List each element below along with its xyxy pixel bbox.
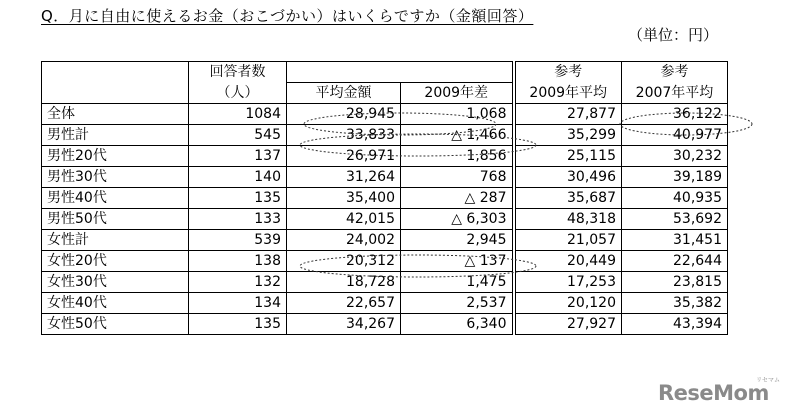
table-row — [42, 230, 728, 251]
respondents-cell: 137 — [189, 146, 287, 167]
row-label: 男性50代 — [42, 209, 189, 230]
avg-2009-cell: 20,449 — [514, 251, 622, 272]
header-blank-2 — [42, 83, 189, 104]
diff-cell: △ 6,303 — [401, 209, 514, 230]
avg-cell: 35,400 — [287, 188, 401, 209]
avg-cell: 33,833 — [287, 125, 401, 146]
avg-2007-cell: 43,394 — [622, 314, 728, 335]
avg-2009-cell: 27,927 — [514, 314, 622, 335]
avg-2009-cell: 35,299 — [514, 125, 622, 146]
question-title: Q．月に自由に使えるお金（おこづかい）はいくらですか（金額回答） — [41, 7, 534, 25]
header-row-1 — [42, 62, 728, 83]
avg-2009-cell: 25,115 — [514, 146, 622, 167]
row-label: 女性50代 — [42, 314, 189, 335]
header-ref2-top: 参考 — [622, 62, 728, 83]
respondents-cell: 134 — [189, 293, 287, 314]
avg-2009-cell: 27,877 — [514, 104, 622, 125]
header-blank — [42, 62, 189, 83]
respondents-cell: 133 — [189, 209, 287, 230]
avg-2009-cell: 21,057 — [514, 230, 622, 251]
respondents-cell: 135 — [189, 314, 287, 335]
avg-2007-cell: 23,815 — [622, 272, 728, 293]
avg-2007-cell: 40,977 — [622, 125, 728, 146]
table-row — [42, 104, 728, 125]
row-label: 女性30代 — [42, 272, 189, 293]
header-avg: 平均金額 — [287, 83, 401, 104]
avg-2009-cell: 30,496 — [514, 167, 622, 188]
diff-cell: 2,945 — [401, 230, 514, 251]
avg-2007-cell: 35,382 — [622, 293, 728, 314]
diff-cell: △ 1,466 — [401, 125, 514, 146]
header-blank-diff — [401, 62, 514, 83]
allowance-table — [41, 61, 728, 335]
diff-cell: 2,537 — [401, 293, 514, 314]
avg-2007-cell: 40,935 — [622, 188, 728, 209]
row-label: 女性20代 — [42, 251, 189, 272]
row-label: 男性計 — [42, 125, 189, 146]
header-respondents-line2: （人） — [189, 83, 287, 104]
respondents-cell: 138 — [189, 251, 287, 272]
avg-2007-cell: 22,644 — [622, 251, 728, 272]
diff-cell: 1,475 — [401, 272, 514, 293]
row-label: 男性40代 — [42, 188, 189, 209]
avg-cell: 20,312 — [287, 251, 401, 272]
row-label: 全体 — [42, 104, 189, 125]
avg-2007-cell: 31,451 — [622, 230, 728, 251]
avg-2007-cell: 39,189 — [622, 167, 728, 188]
table-row — [42, 167, 728, 188]
header-ref2: 2007年平均 — [622, 83, 728, 104]
respondents-cell: 140 — [189, 167, 287, 188]
respondents-cell: 545 — [189, 125, 287, 146]
respondents-cell: 132 — [189, 272, 287, 293]
avg-cell: 31,264 — [287, 167, 401, 188]
table-row — [42, 125, 728, 146]
unit-label: （単位：円） — [628, 26, 719, 44]
avg-cell: 26,971 — [287, 146, 401, 167]
avg-2007-cell: 36,122 — [622, 104, 728, 125]
diff-cell: 6,340 — [401, 314, 514, 335]
avg-cell: 18,728 — [287, 272, 401, 293]
header-ref1-top: 参考 — [514, 62, 622, 83]
avg-2009-cell: 17,253 — [514, 272, 622, 293]
table-row — [42, 188, 728, 209]
row-label: 女性40代 — [42, 293, 189, 314]
header-row-2 — [42, 83, 728, 104]
row-label: 女性計 — [42, 230, 189, 251]
table-row — [42, 209, 728, 230]
respondents-cell: 135 — [189, 188, 287, 209]
diff-cell: 1,068 — [401, 104, 514, 125]
avg-2009-cell: 35,687 — [514, 188, 622, 209]
avg-2007-cell: 30,232 — [622, 146, 728, 167]
header-blank-avg — [287, 62, 401, 83]
table-row — [42, 272, 728, 293]
table-row — [42, 314, 728, 335]
resemom-logo-sub: リセマム — [756, 377, 780, 384]
avg-2009-cell: 20,120 — [514, 293, 622, 314]
avg-cell: 22,657 — [287, 293, 401, 314]
avg-cell: 34,267 — [287, 314, 401, 335]
diff-cell: △ 287 — [401, 188, 514, 209]
diff-cell: 768 — [401, 167, 514, 188]
header-diff: 2009年差 — [401, 83, 514, 104]
resemom-logo: ReseMom — [658, 381, 769, 405]
diff-cell: 1,856 — [401, 146, 514, 167]
avg-cell: 28,945 — [287, 104, 401, 125]
table-row — [42, 293, 728, 314]
table-row — [42, 146, 728, 167]
avg-2007-cell: 53,692 — [622, 209, 728, 230]
table-row — [42, 251, 728, 272]
diff-cell: △ 137 — [401, 251, 514, 272]
avg-cell: 24,002 — [287, 230, 401, 251]
header-ref1: 2009年平均 — [514, 83, 622, 104]
avg-2009-cell: 48,318 — [514, 209, 622, 230]
avg-cell: 42,015 — [287, 209, 401, 230]
row-label: 男性20代 — [42, 146, 189, 167]
respondents-cell: 539 — [189, 230, 287, 251]
row-label: 男性30代 — [42, 167, 189, 188]
respondents-cell: 1084 — [189, 104, 287, 125]
header-respondents-line1: 回答者数 — [189, 62, 287, 83]
